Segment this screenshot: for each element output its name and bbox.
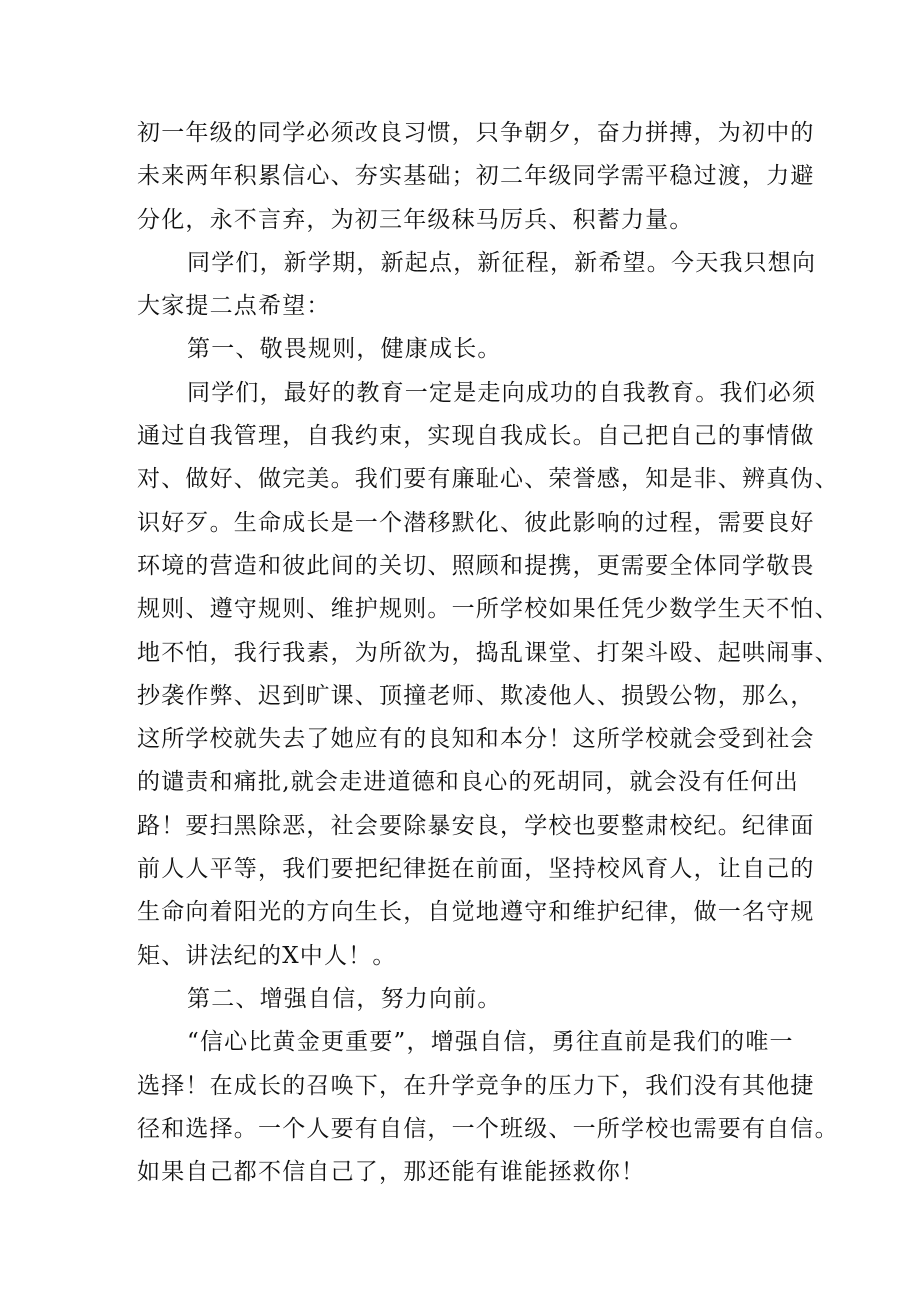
text-line: 环境的营造和彼此间的关切、照顾和提携，更需要全体同学敬畏 <box>137 552 815 579</box>
text-line: 径和选择。一个人要有自信，一个班级、一所学校也需要有自信。 <box>137 1115 839 1142</box>
text-line: 生命向着阳光的方向生长，自觉地遵守和维护纪律，做一名守规 <box>137 899 815 926</box>
text-line: 地不怕，我行我素，为所欲为，捣乱课堂、打架斗殴、起哄闹事、 <box>137 639 839 666</box>
text-line: 规则、遵守规则、维护规则。一所学校如果任凭少数学生天不怕、 <box>137 596 839 623</box>
text-line: 的谴责和痛批,就会走进道德和良心的死胡同，就会没有任何出 <box>137 769 799 796</box>
text-line: 这所学校就失去了她应有的良知和本分！这所学校就会受到社会 <box>137 726 815 753</box>
text-line: 同学们，最好的教育一定是走向成功的自我教育。我们必须 <box>187 379 817 406</box>
text-line: 抄袭作弊、迟到旷课、顶撞老师、欺凌他人、损毁公物，那么， <box>137 682 815 709</box>
text-line: 同学们，新学期，新起点，新征程，新希望。今天我只想向 <box>187 249 817 276</box>
text-line: 识好歹。生命成长是一个潜移默化、彼此影响的过程，需要良好 <box>137 509 815 536</box>
text-line: 对、做好、做完美。我们要有廉耻心、荣誉感，知是非、辨真伪、 <box>137 466 839 493</box>
text-line: 第二、增强自信，努力向前。 <box>187 985 502 1012</box>
text-line: 前人人平等，我们要把纪律挺在前面，坚持校风育人，让自己的 <box>137 856 815 883</box>
text-line: “信心比黄金更重要”，增强自信，勇往直前是我们的唯一 <box>187 1029 794 1056</box>
text-line: 选择！在成长的召唤下，在升学竞争的压力下，我们没有其他捷 <box>137 1072 815 1099</box>
text-line: 初一年级的同学必须改良习惯，只争朝夕，奋力拼搏，为初中的 <box>137 120 815 146</box>
text-line: 分化，永不言弃，为初三年级秣马厉兵、积蓄力量。 <box>137 206 694 233</box>
text-line: 如果自己都不信自己了，那还能有谁能拯救你！ <box>137 1159 646 1186</box>
text-line: 大家提二点希望： <box>137 293 331 320</box>
text-line: 路！要扫黑除恶，社会要除暴安良，学校也要整肃校纪。纪律面 <box>137 812 815 839</box>
text-line: 矩、讲法纪的X中人！。 <box>137 942 397 969</box>
text-line: 未来两年积累信心、夯实基础；初二年级同学需平稳过渡，力避 <box>137 163 815 190</box>
text-line: 第一、敬畏规则，健康成长。 <box>187 336 502 363</box>
text-line: 通过自我管理，自我约束，实现自我成长。自己把自己的事情做 <box>137 423 815 450</box>
body-text <box>137 112 839 1194</box>
